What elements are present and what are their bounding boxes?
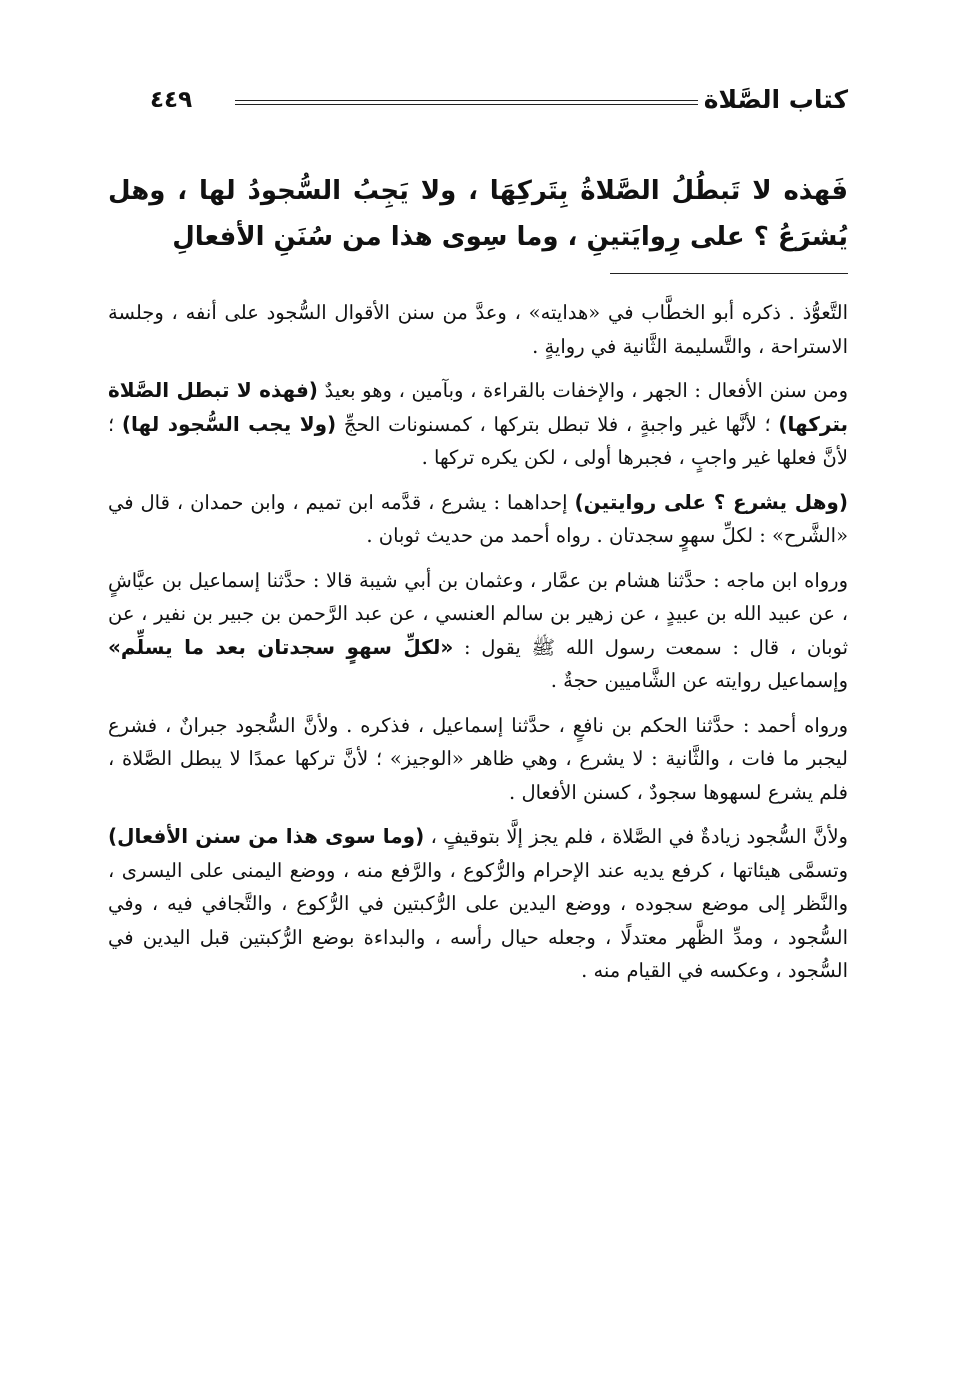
header-rule-inner [235,104,698,105]
commentary-text: ؛ لأنَّها غير واجبةٍ ، فلا تبطل بتركها ، كمسنونات الحجِّ [336,412,779,436]
commentary-paragraph [108,374,848,475]
commentary-text: وإسماعيل روايته عن الشَّاميين حجةٌ . [550,669,848,692]
matn-quote: (ولا يجب السُّجود لها) [121,411,337,436]
header-rule [235,100,698,101]
matn-quote: (فهذه لا تبطل الصَّلاة بتركها) [108,378,849,436]
commentary-paragraph: التَّعوُّذ . ذكره أبو الخطَّاب في «هدايته» ، وعدَّ من سنن الأقوال السُّجود على أنفه ، وجلسة الاستراحة ، والتَّسليمة الثَّانية في روايةٍ . [108,301,848,358]
running-header [150,80,848,120]
matn-quote: (وما سوى هذا من سنن الأفعال) [108,824,425,848]
commentary-paragraph: ورواه أحمد : حدَّثنا الحكم بن نافعٍ ، حدَّثنا إسماعيل ، فذكره . ولأنَّ السُّجود جبرانٌ ، فشرع ليجبر ما فات ، والثَّانية : لا يشرع ، وهي ظاهر «الوجيز» ؛ لأنَّ تركها عمدًا لا يبطل الصَّلاة ، فلم يشرع لسهوها سجودٌ ، كسنن الأفعال . [108,713,848,804]
commentary-text: ورواه ابن ماجه : حدَّثنا هشام بن عمَّار ، وعثمان بن أبي شيبة قالا : حدَّثنا إسماعيل بن عيَّاشٍ ، عن عبيد الله بن عبيدٍ ، عن زهير بن سالم العنسي ، عن عبد الرَّحمن بن جبير بن نفير ، عن ثوبان ، قال : سمعت رسول الله ﷺ يقول : [108,568,849,659]
commentary-text: ومن سنن الأفعال : الجهر ، والإخفات بالقراءة ، وبآمين ، وهو بعيدٌ [317,379,848,402]
commentary-text: ولأنَّ السُّجود زيادةٌ في الصَّلاة ، فلم يجز إلَّا بتوقيفٍ ، [424,825,848,848]
commentary-text: وتسمَّى هيئاتها ، كرفع يديه عند الإحرام والرُّكوع ، والرَّفع منه ، ووضع اليمنى على اليسرى ، والنَّظر إلى موضع سجوده ، ووضع اليدين على الرُّكبتين في الرُّكوع ، والتَّجافي فيه ، وفي السُّجود ، ومدِّ الظَّهر معتدلًا ، وجعله حيال رأسه ، والبداءة بوضع الرُّكبتين قبل اليدين في السُّجود ، وعكسه في القيام منه . [108,858,848,982]
commentary [108,296,848,999]
book-title: كتاب الصَّلاة [703,85,848,114]
commentary-text: إحداهما : يشرع ، قدَّمه ابن تميم ، وابن حمدان ، قال في «الشَّرح» : لكلِّ سهوٍ سجدتان . رواه أحمد من حديث ثوبان . [108,490,848,547]
matn-quote: (وهل يشرع ؟ على روايتين) [574,489,849,514]
commentary-text: ؛ لأنَّ فعلها غير واجبٍ ، فجبرها أولى ، لكن يكره تركها . [108,412,848,469]
commentary-paragraph [108,564,848,698]
commentary-paragraph [108,820,848,988]
commentary-paragraph [108,486,848,553]
matn-quote: «لكلِّ سهوٍ سجدتان بعد ما يسلِّم» [108,634,454,659]
matn-text: فَهذه لا تَبطُلُ الصَّلاةُ بِتَركِهَا ، ولا يَجِبُ السُّجودُ لها ، وهل يُشرَعُ ؟ على رِوايَتينِ ، وما سِوى هذا من سُنَنِ الأفعالِ [108,176,848,252]
page-number: ٤٤٩ [150,87,193,113]
footnote-separator [610,273,848,274]
